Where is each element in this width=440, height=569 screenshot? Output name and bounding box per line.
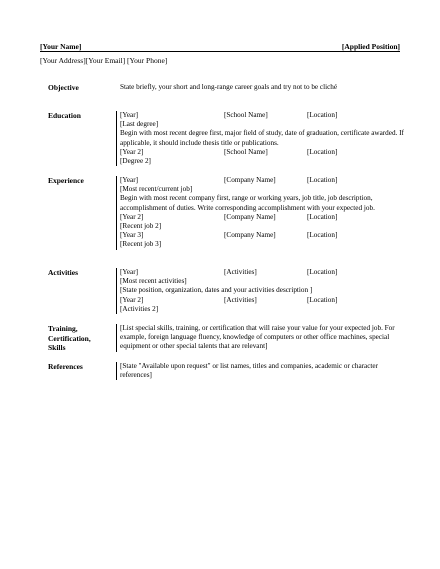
training-label-line-3: Skills [48, 343, 66, 352]
experience-year-3: [Year 3] [120, 231, 144, 240]
references-section [116, 362, 410, 380]
experience-job-1: [Most recent/current job] [120, 185, 193, 194]
experience-section [116, 176, 410, 250]
activities-location-1: [Location] [307, 268, 338, 276]
activities-recent: [Most recent activities] [120, 277, 187, 286]
activities-entry-1 [120, 268, 410, 277]
applied-position: [Applied Position] [341, 42, 400, 51]
training-label-line-1: Training, [48, 324, 78, 333]
experience-job-3: [Recent job 3] [120, 240, 162, 249]
education-description: Begin with most recent degree first, major field of study, date of graduation, certificate awarded. If applicable, it should include thesis title or publications. [120, 129, 404, 147]
activities-name-2: [Activities] [224, 295, 257, 304]
education-location-2: [Location] [307, 147, 338, 156]
experience-location-3: [Location] [307, 231, 338, 240]
education-year-1: [Year] [120, 111, 139, 119]
activities-label: Activities [48, 268, 78, 277]
education-entry-2 [120, 148, 410, 157]
experience-job-2: [Recent job 2] [120, 221, 162, 230]
education-degree-2: [Degree 2] [120, 156, 151, 165]
experience-label: Experience [48, 176, 84, 185]
education-entry-1 [120, 111, 410, 120]
activities-name-1: [Activities] [224, 268, 257, 276]
activities-entry-2 [120, 296, 410, 305]
activities-section [116, 268, 410, 314]
references-text: [State "Available upon request" or list names, titles and companies, academic or character references] [120, 362, 378, 380]
activities-location-2: [Location] [307, 295, 338, 304]
education-degree-1: [Last degree] [120, 120, 159, 129]
objective-label: Objective [48, 83, 79, 92]
education-label: Education [48, 111, 81, 120]
activities-item-2: [Activities 2] [120, 304, 159, 313]
experience-location-2: [Location] [307, 212, 338, 221]
experience-company-1: [Company Name] [224, 176, 276, 184]
experience-company-3: [Company Name] [224, 231, 276, 240]
education-location-1: [Location] [307, 111, 338, 119]
experience-location-1: [Location] [307, 176, 338, 184]
training-text: [List special skills, training, or certification that will raise your value for your expected job. For example, foreign language fluency, knowledge of computers or other office machines, special equipment or other special talents that are relevant] [120, 324, 395, 351]
activities-year-1: [Year] [120, 268, 139, 276]
training-label-line-2: Certification, [48, 333, 91, 343]
experience-description: Begin with most recent company first, range or working years, job title, job description, accomplishment of duties. Write corresponding accomplishment with your expected job. [120, 194, 375, 212]
experience-entry-1 [120, 176, 410, 185]
header-divider [40, 51, 400, 52]
education-school-2: [School Name] [224, 147, 268, 156]
education-year-2: [Year 2] [120, 147, 144, 156]
training-label [48, 324, 91, 353]
education-section [116, 111, 410, 166]
experience-year-2: [Year 2] [120, 212, 144, 221]
experience-entry-2 [120, 213, 410, 222]
applicant-name: [Your Name] [40, 42, 82, 51]
contact-line: [Your Address][Your Email] [Your Phone] [40, 56, 168, 65]
activities-year-2: [Year 2] [120, 295, 144, 304]
references-label: References [48, 362, 83, 371]
training-section [116, 324, 410, 352]
experience-year-1: [Year] [120, 176, 139, 184]
experience-company-2: [Company Name] [224, 212, 276, 221]
education-school-1: [School Name] [224, 111, 268, 119]
experience-entry-3 [120, 231, 410, 240]
objective-section [116, 83, 410, 98]
objective-text: State briefly, your short and long-range career goals and try not to be cliché [120, 83, 338, 91]
activities-description: [State position, organization, dates and your activities description ] [120, 286, 313, 295]
